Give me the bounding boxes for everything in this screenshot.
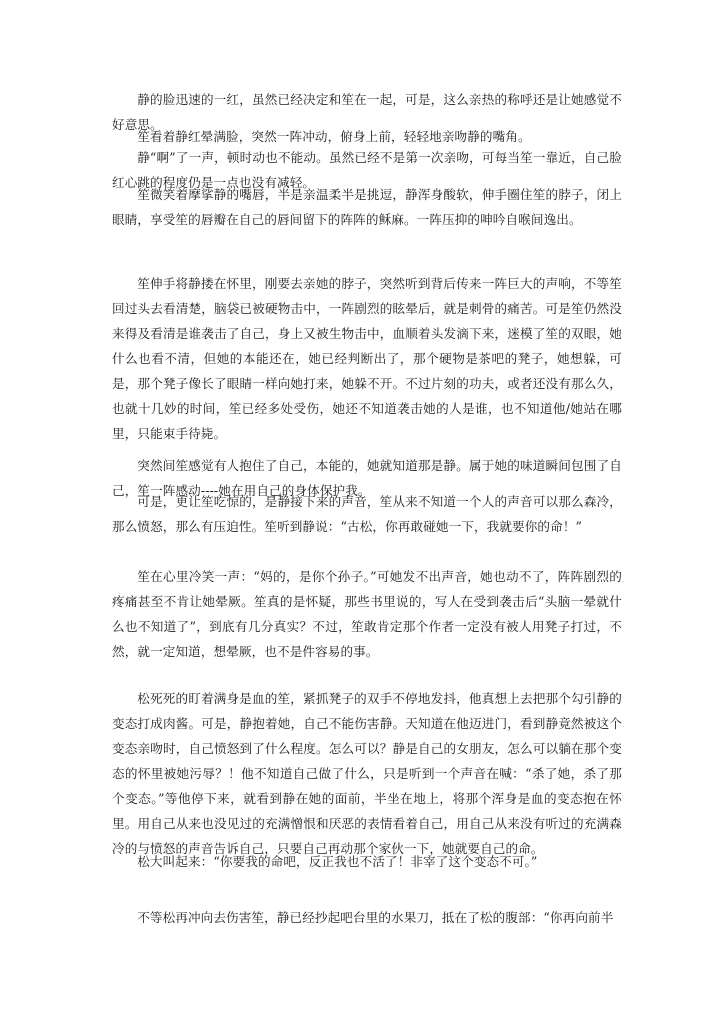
- paragraph-3: 静“啊”了一声，顿时动也不能动。虽然已经不是第一次亲吻，可每当笙一靠近，自己脸红心跳的程度仍是一点也没有减轻。: [112, 150, 622, 190]
- paragraph-10: 松大叫起来：“你要我的命吧，反正我也不活了！非宰了这个变态不可。”: [137, 854, 538, 869]
- paragraph-2: 笙看着静红晕满脸，突然一阵冲动，俯身上前，轻轻地亲吻静的嘴角。: [137, 129, 531, 144]
- paragraph-9: 松死死的盯着满身是血的笙，紧抓凳子的双手不停地发抖，他真想上去把那个勾引静的变态打成肉酱。可是，静抱着她，自己不能伤害静。天知道在他迈进门，看到静竟然被这个变态亲吻时，自己愤怒到了什么程度。怎么可以？静是自己的女朋友，怎么可以躺在那个变态的怀里被她污辱？！他不知道自己做了什么，只是听到一个声音在喊：“杀了她，杀了那个变态。”等他停下来，就看到静在她的面前，半坐在地上，将那个浑身是血的变态抱在怀里。用自己从来也没见过的充满憎恨和厌恶的表情看着自己，用自己从来没有听过的充满森冷的与愤怒的声音告诉自己，只要自己再动那个家伙一下，她就要自己的命。: [112, 691, 622, 856]
- paragraph-5: 笙伸手将静搂在怀里，刚要去亲她的脖子，突然听到背后传来一阵巨大的声响，不等笙回过头去看清楚，脑袋已被硬物击中，一阵剧烈的眩晕后，就是刺骨的痛苦。可是笙仍然没来得及看清是谁袭击了自己，身上又被生物击中，血顺着头发滴下来，迷模了笙的双眼，她什么也看不清，但她的本能还在，她已经判断出了，那个硬物是茶吧的凳子，她想躲，可是，那个凳子像长了眼睛一样向她打来，她躲不开。不过片刻的功夫，或者还没有那么久，也就十几妙的时间，笙已经多处受伤，她还不知道袭击她的人是谁，也不知道他/她站在哪里，只能束手待毙。: [112, 276, 622, 441]
- paragraph-1: 静的脸迅速的一红，虽然已经决定和笙在一起，可是，这么亲热的称呼还是让她感觉不好意思。: [112, 92, 622, 132]
- paragraph-8: 笙在心里冷笑一声：“妈的，是你个孙子。”可她发不出声音，她也动不了，阵阵剧烈的疼痛甚至不肯让她晕厥。笙真的是怀疑，那些书里说的，写人在受到袭击后“头脑一晕就什么也不知道了”，到底有几分真实？不过，笙敢肯定那个作者一定没有被人用凳子打过，不然，就一定知道，想晕厥，也不是件容易的事。: [112, 569, 622, 659]
- paragraph-6: 突然间笙感觉有人抱住了自己，本能的，她就知道那是静。属于她的味道瞬间包围了自己，笙一阵感动----她在用自己的身体保护我。: [112, 458, 622, 498]
- paragraph-11: 不等松再冲向去伤害笙，静已经抄起吧台里的水果刀，抵在了松的腹部：“你再向前半: [137, 910, 614, 925]
- paragraph-7: 可是，更让笙吃惊的，是静接下来的声音，笙从来不知道一个人的声音可以那么森冷，那么愤怒，那么有压迫性。笙听到静说：“古松，你再敢碰她一下，我就要你的命！”: [112, 494, 622, 534]
- paragraph-4: 笙微笑着摩挲静的嘴唇，半是亲温柔半是挑逗，静浑身酸软，伸手圈住笙的脖子，闭上眼睛，享受笙的唇瓣在自己的唇间留下的阵阵的稣麻。一阵压抑的呻吟自喉间逸出。: [112, 187, 622, 227]
